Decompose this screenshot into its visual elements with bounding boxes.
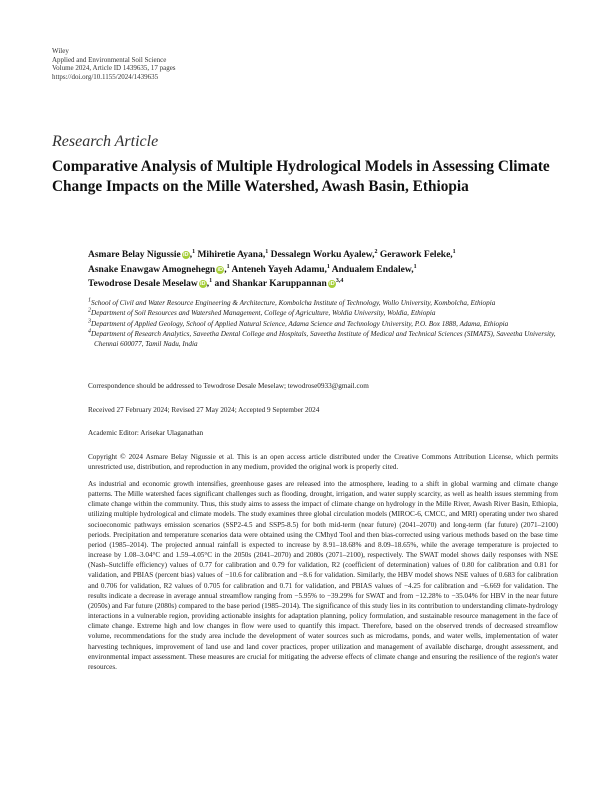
- author[interactable]: Gerawork Feleke,$^1$: [379, 248, 456, 260]
- affiliation: $^2$Department of Soil Resources and Watershed Management, College of Agriculture, Woldia University, Woldia, Ethiopia: [88, 307, 436, 318]
- publisher-name: Wiley: [52, 47, 69, 55]
- received-dates: Received 27 February 2024; Revised 27 May 2024; Accepted 9 September 2024: [88, 406, 320, 414]
- affiliation: $^4$Department of Research Analytics, Saveetha Dental College and Hospitals, Saveetha Institute of Medical and Technical Sciences (SIMATS), Saveetha University, Chennai 600077, Tamil Nadu, India: [88, 328, 556, 349]
- abstract: As industrial and economic growth intensifies, greenhouse gases are released into the atmosphere, leading to a shift in global warming and climate change patterns. The Mille watershed faces significant challenges such as flooding, drought, irrigation, and water supply scarcity, as well as health issues stemming from climate change within the community. Thus, this study aims to assess the impact of climate change on hydrology in the Mille River, Awash River Basin, Ethiopia, utilizing multiple hydrological and climate models. The study examines three global circulation models (MIROC-6, CMCC, and MRI) operating under two shared socioeconomic pathways emission scenarios (SSP2-4.5 and SSP5-8.5) for both mid-term (near future) (2041–2070) and long-term (far future) (2071–2100) periods. Precipitation and temperature scenarios data were obtained using the CMhyd Tool and then bias-corrected using various methods based on the base time period (1985–2014). The projected annual rainfall is expected to increase by 8.91–18.68% and 8.09–18.65%, while the average temperature is projected to increase by 1.08–3.04°C and 1.59–4.05°C in the 2050s (2041–2070) and 2080s (2071–2100), respectively. The SWAT model shows daily responses with NSE (Nash–Sutcliffe efficiency) values of 0.77 for calibration and 0.79 for validation, R2 (coefficient of determination) values of 0.80 for calibration and 0.81 for validation, and PBIAS (percent bias) values of −10.6 for calibration and −8.6 for validation. Similarly, the HBV model shows NSE values of 0.683 for calibration and 0.706 for validation, R2 values of 0.705 for calibration and 0.71 for validation, and PBIAS values of −4.25 for calibration and −6.669 for validation. The results indicate a decrease in average annual streamflow ranging from −5.95% to −39.29% for SWAT and from −12.28% to −35.04% for HBV in the near future (2050s) and Far future (2080s) compared to the base period (1985–2014). The significance of this study lies in its contribution to understanding climate-hydrology interactions in a vulnerable region, providing actionable insights for adaptation planning, policy formulation, and sustainable resource management in the face of climate change. Extreme high and low changes in flow were used to quantify this impact. Therefore, based on the observed trends of decreased streamflow volume, recommendations for the study area include the development of water sources such as microdams, ponds, and water wells, implementation of water harvesting techniques, improvement of land use and land cover practices, proper utilization and management of available discharge, drought assessment, and environmental impact assessment. These measures are crucial for mitigating the adverse effects of climate change and ensuring the resilience of the region's water resources.: [88, 480, 558, 671]
- author[interactable]: and Shankar Karuppannan iD$^{3,4}$: [214, 277, 344, 289]
- affiliations: [88, 298, 558, 349]
- journal-name: Applied and Environmental Soil Science: [52, 55, 167, 64]
- paper-title: Comparative Analysis of Multiple Hydrological Models in Assessing Climate Change Impacts on the Mille Watershed, Awash Basin, Ethiopia: [52, 158, 550, 195]
- author[interactable]: Mihiretie Ayana,$^1$: [197, 248, 269, 260]
- author[interactable]: Andualem Endalew,$^1$: [331, 263, 417, 275]
- author[interactable]: Asnake Enawgaw Amognehegn iD,$^1$: [88, 263, 230, 275]
- journal-meta: [52, 47, 176, 81]
- author[interactable]: Tewodrose Desale Meselaw iD,$^1$: [88, 277, 213, 289]
- affiliation: $^3$Department of Applied Geology, School of Applied Natural Science, Adama Science and Technology University, P.O. Box 1888, Adama, Ethiopia: [88, 318, 509, 328]
- correspondence: Correspondence should be addressed to Tewodrose Desale Meselaw; tewodrose0933@gmail.com: [88, 382, 369, 390]
- author[interactable]: Asmare Belay Nigussie iD,$^1$: [88, 248, 196, 260]
- orcid-icon[interactable]: iD: [182, 252, 189, 258]
- doi-link[interactable]: https://doi.org/10.1155/2024/1439635: [52, 72, 159, 81]
- orcid-icon[interactable]: iD: [200, 281, 206, 287]
- affiliation: $^1$School of Civil and Water Resource Engineering & Architecture, Kombolcha Institute of Technology, Wollo University, Kombolcha, Ethiopia: [88, 297, 496, 307]
- article-type: Research Article: [52, 133, 159, 150]
- orcid-icon[interactable]: iD: [217, 266, 223, 273]
- copyright-notice: Copyright © 2024 Asmare Belay Nigussie et al. This is an open access article distributed under the Creative Commons Attribution License, which permits unrestricted use, distribution, and reproduction in any medium, provided the original work is properly cited.: [88, 453, 558, 472]
- author[interactable]: Anteneh Yayeh Adamu,$^1$: [231, 263, 330, 275]
- academic-editor: Academic Editor: Arisekar Ulaganathan: [88, 429, 204, 437]
- author[interactable]: Dessalegn Worku Ayalew,$^2$: [270, 248, 378, 260]
- volume-line: Volume 2024, Article ID 1439635, 17 pages: [52, 64, 176, 73]
- orcid-icon[interactable]: iD: [329, 281, 335, 287]
- author-list: [88, 248, 558, 292]
